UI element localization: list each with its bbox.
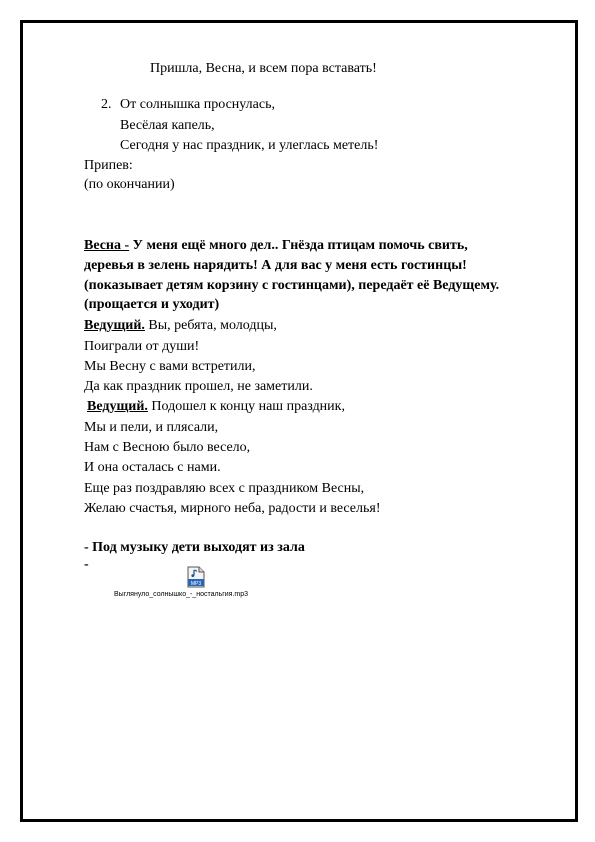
host-line: Нам с Весною было весело, — [84, 440, 251, 455]
host-speaker: Ведущий. — [84, 318, 145, 333]
host-line — [87, 399, 345, 415]
chorus-note: (по окончании) — [84, 177, 175, 192]
host-text: Вы, ребята, молодцы, — [144, 318, 277, 333]
host-text: Подошел к концу наш праздник, — [147, 399, 345, 414]
verse-number: 2. — [101, 97, 112, 112]
verse-line: Сегодня у нас праздник, и улеглась метель! — [120, 138, 379, 153]
host-line: И она осталась с нами. — [84, 460, 221, 475]
host-speaker: Ведущий. — [87, 399, 148, 414]
mp3-file-icon[interactable] — [187, 566, 205, 588]
host-line: Желаю счастья, мирного неба, радости и веселья! — [84, 501, 381, 516]
spring-speaker: Весна - — [84, 238, 130, 253]
host-line: Поиграли от души! — [84, 339, 200, 354]
spring-line — [84, 238, 468, 254]
spring-text: У меня ещё много дел.. Гнёзда птицам помочь свить, — [129, 238, 468, 253]
host-line — [84, 318, 277, 334]
stage-direction: (прощается и уходит) — [84, 297, 220, 312]
host-line: Мы Весну с вами встретили, — [84, 359, 256, 374]
spring-line: деревья в зелень нарядить! А для вас у меня есть гостинцы! — [84, 258, 467, 273]
host-line: Еще раз поздравляю всех с праздником Весны, — [84, 481, 365, 496]
host-line: Да как праздник прошел, не заметили. — [84, 379, 313, 394]
mp3-badge: MP3 — [190, 581, 202, 587]
closing-dash: - — [84, 557, 89, 572]
spring-line: (показывает детям корзину с гостинцами), передаёт её Ведущему. — [84, 278, 500, 293]
verse-line: От солнышка проснулась, — [120, 97, 275, 112]
exit-direction: - Под музыку дети выходят из зала — [84, 540, 305, 555]
verse-line: Весёлая капель, — [120, 118, 215, 133]
chorus-label: Припев: — [84, 158, 133, 173]
host-line: Мы и пели, и плясали, — [84, 420, 219, 435]
attachment-filename[interactable]: Выглянуло_солнышко_-_ностальгия.mp3 — [114, 591, 249, 598]
page-title: Пришла, Весна, и всем пора вставать! — [150, 61, 377, 76]
